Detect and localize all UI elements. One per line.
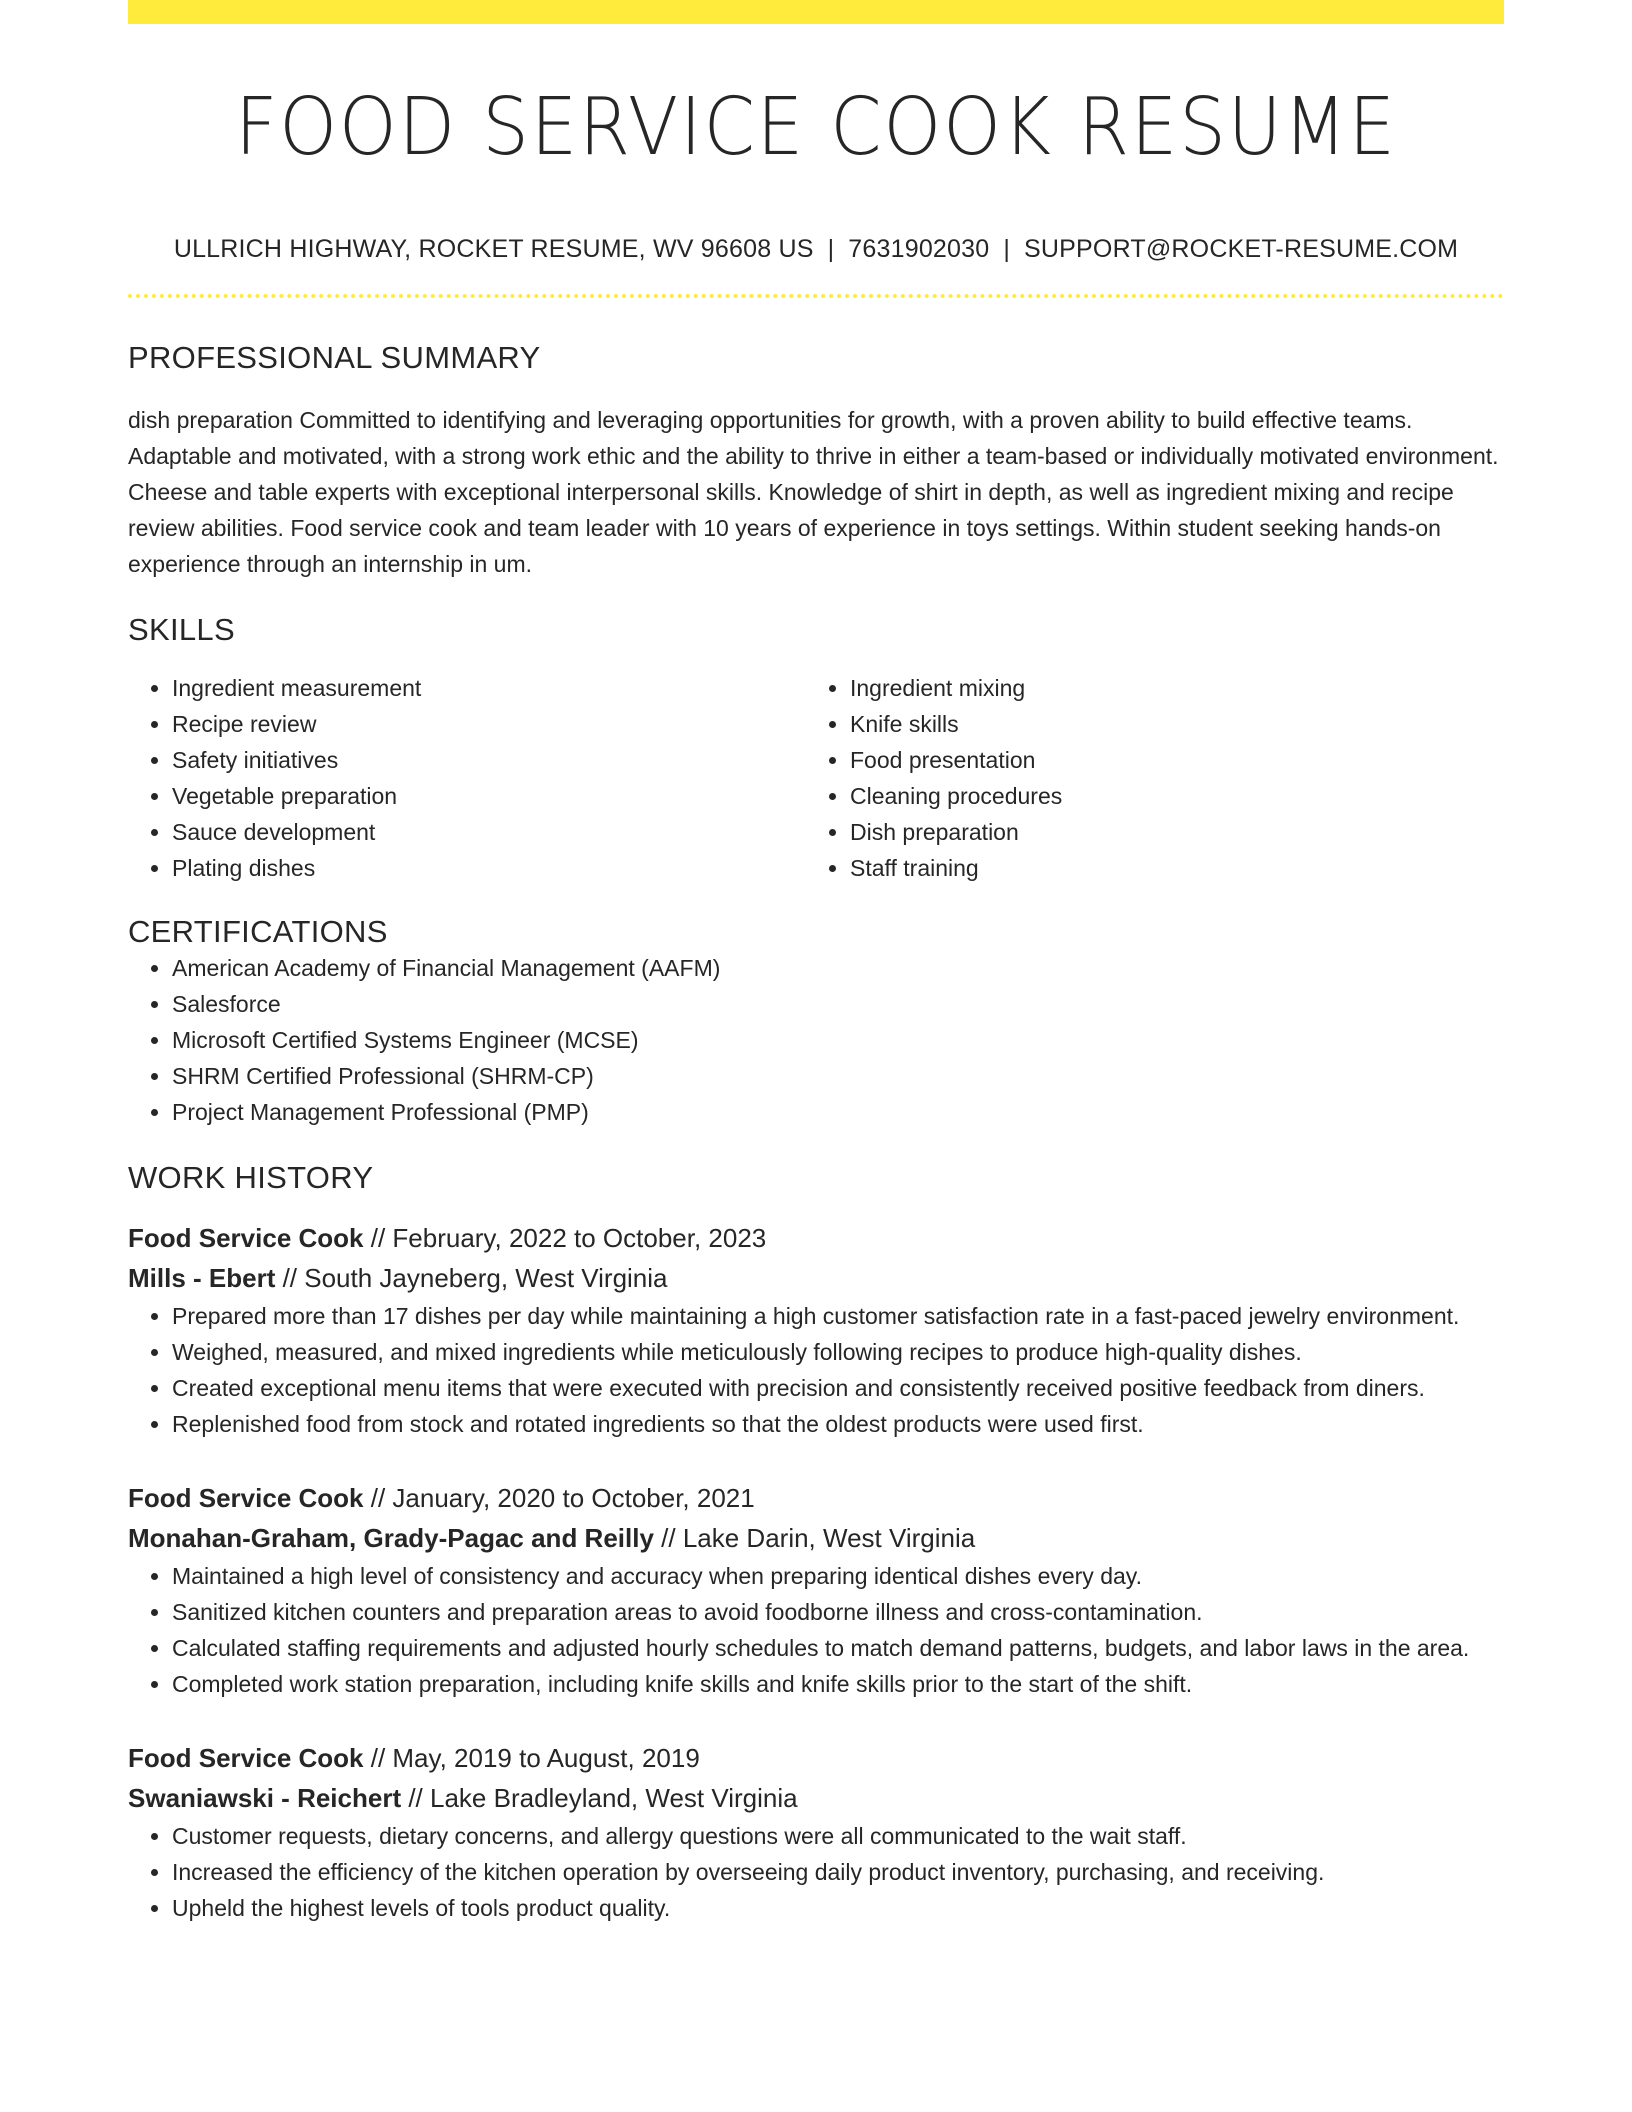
job-company: Swaniawski - Reichert <box>128 1782 402 1813</box>
contact-line <box>128 235 1504 264</box>
dotted-divider <box>128 294 1504 298</box>
skills-grid <box>128 670 1504 886</box>
job-bullet: • Calculated staffing requirements and adjusted hourly schedules to match demand patterns, budgets, and labor laws in the area. <box>172 1630 1504 1666</box>
job-role: Food Service Cook <box>128 1742 364 1773</box>
job-location: // Lake Darin, West Virginia <box>653 1522 976 1553</box>
job-company: Mills - Ebert <box>128 1262 276 1293</box>
job-bullet: • Increased the efficiency of the kitchen operation by overseeing daily product inventory, purchasing, and receiving. <box>172 1854 1504 1890</box>
certification-item: • Microsoft Certified Systems Engineer (MCSE) <box>172 1022 1504 1058</box>
job-bullet: • Maintained a high level of consistency and accuracy when preparing identical dishes every day. <box>172 1558 1504 1594</box>
job-bullet: • Created exceptional menu items that were executed with precision and consistently received positive feedback from diners. <box>172 1370 1504 1406</box>
skills-column-left <box>128 670 806 886</box>
skill-item: • Dish preparation <box>850 814 1484 850</box>
job-bullet: • Customer requests, dietary concerns, and allergy questions were all communicated to the wait staff. <box>172 1818 1504 1854</box>
job-location: // Lake Bradleyland, West Virginia <box>401 1782 798 1813</box>
skills-column-right <box>806 670 1484 886</box>
skills-list-left <box>128 670 806 886</box>
skill-item: • Vegetable preparation <box>172 778 806 814</box>
job-title-line <box>128 1738 1504 1778</box>
job-company-line <box>128 1778 1504 1818</box>
job-company-line <box>128 1258 1504 1298</box>
job-entry <box>128 1218 1504 1442</box>
job-dates: // May, 2019 to August, 2019 <box>363 1742 700 1773</box>
resume-page <box>128 0 1504 1926</box>
job-bullet: • Upheld the highest levels of tools product quality. <box>172 1890 1504 1926</box>
skill-item: • Cleaning procedures <box>850 778 1484 814</box>
job-bullets <box>128 1298 1504 1442</box>
skill-item: • Food presentation <box>850 742 1484 778</box>
job-bullet: • Completed work station preparation, including knife skills and knife skills prior to the start of the shift. <box>172 1666 1504 1702</box>
job-dates: // February, 2022 to October, 2023 <box>363 1222 767 1253</box>
contact-email: SUPPORT@ROCKET-RESUME.COM <box>1024 234 1459 263</box>
job-bullet: • Sanitized kitchen counters and preparation areas to avoid foodborne illness and cross-contamination. <box>172 1594 1504 1630</box>
contact-address: ULLRICH HIGHWAY, ROCKET RESUME, WV 96608 US <box>173 234 814 263</box>
summary-text: dish preparation Committed to identifying and leveraging opportunities for growth, with a proven ability to build effective teams. Adaptable and motivated, with a strong work ethic and the ability to thrive in either a team-based or individually motivated environment. Cheese and table experts with exceptional interpersonal skills. Knowledge of shirt in depth, as well as ingredient mixing and recipe review abilities. Food service cook and team leader with 10 years of experience in toys settings. Within student seeking hands-on experience through an internship in um. <box>128 406 1499 577</box>
page-title: FOOD SERVICE COOK RESUME <box>235 81 1397 173</box>
job-location: // South Jayneberg, West Virginia <box>275 1262 668 1293</box>
accent-bar <box>128 0 1504 24</box>
contact-phone: 7631902030 <box>848 234 990 263</box>
job-bullet: • Replenished food from stock and rotated ingredients so that the oldest products were used first. <box>172 1406 1504 1442</box>
job-company: Monahan-Graham, Grady-Pagac and Reilly <box>128 1522 654 1553</box>
certification-item: • Salesforce <box>172 986 1504 1022</box>
contact-separator: | <box>1003 234 1011 263</box>
job-entry <box>128 1738 1504 1926</box>
skill-item: • Plating dishes <box>172 850 806 886</box>
skill-item: • Ingredient mixing <box>850 670 1484 706</box>
skill-item: • Ingredient measurement <box>172 670 806 706</box>
certifications-list <box>128 950 1504 1130</box>
job-bullets <box>128 1818 1504 1926</box>
job-title-line <box>128 1218 1504 1258</box>
job-role: Food Service Cook <box>128 1222 364 1253</box>
job-dates: // January, 2020 to October, 2021 <box>363 1482 755 1513</box>
skill-item: • Safety initiatives <box>172 742 806 778</box>
certification-item: • Project Management Professional (PMP) <box>172 1094 1504 1130</box>
summary-heading: PROFESSIONAL SUMMARY <box>128 339 541 375</box>
job-entry <box>128 1478 1504 1702</box>
skill-item: • Knife skills <box>850 706 1484 742</box>
job-company-line <box>128 1518 1504 1558</box>
certification-item: • American Academy of Financial Management (AAFM) <box>172 950 1504 986</box>
job-bullet: • Weighed, measured, and mixed ingredients while meticulously following recipes to produce high-quality dishes. <box>172 1334 1504 1370</box>
skills-list-right <box>806 670 1484 886</box>
skill-item: • Sauce development <box>172 814 806 850</box>
skill-item: • Staff training <box>850 850 1484 886</box>
job-title-line <box>128 1478 1504 1518</box>
certifications-heading: CERTIFICATIONS <box>128 913 388 949</box>
skill-item: • Recipe review <box>172 706 806 742</box>
job-bullet: • Prepared more than 17 dishes per day while maintaining a high customer satisfaction rate in a fast-paced jewelry environment. <box>172 1298 1504 1334</box>
work-history-heading: WORK HISTORY <box>128 1159 374 1195</box>
skills-heading: SKILLS <box>128 611 235 647</box>
job-bullets <box>128 1558 1504 1702</box>
job-role: Food Service Cook <box>128 1482 364 1513</box>
certification-item: • SHRM Certified Professional (SHRM-CP) <box>172 1058 1504 1094</box>
contact-separator: | <box>827 234 835 263</box>
